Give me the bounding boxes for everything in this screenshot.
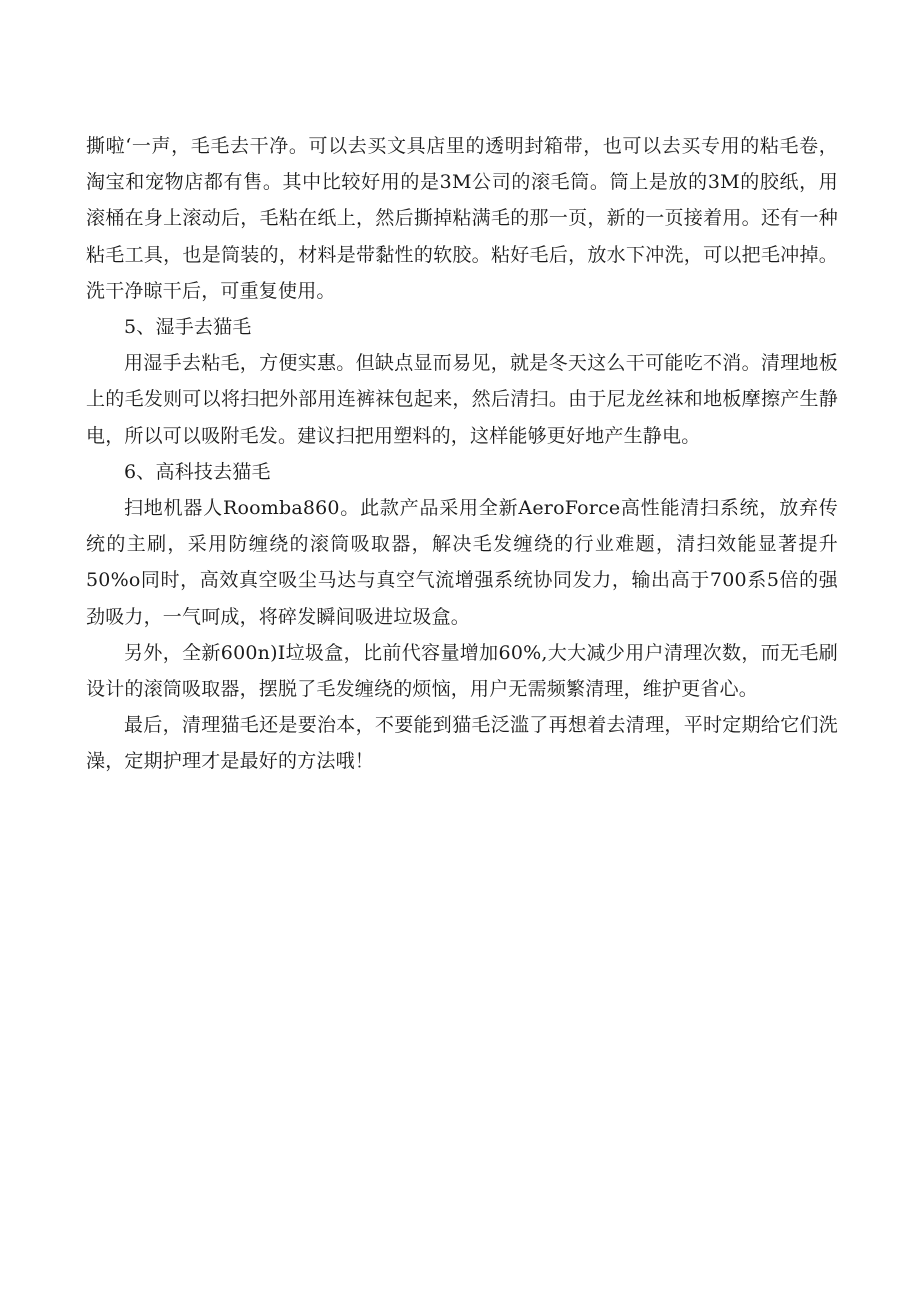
section-heading-wet-hands: 5、湿手去猫毛	[124, 316, 252, 339]
document-body	[86, 128, 838, 780]
paragraph-robot-vacuum: 扫地机器人Roomba860。此款产品采用全新AeroForce高性能清扫系统，放弃传统的主刷，采用防缠绕的滚筒吸取器，解决毛发缠绕的行业难题，清扫效能显著提升50%o同时，高效真空吸尘马达与真空气流增强系统协同发力，输出高于700系5倍的强劲吸力，一气呵成，将碎发瞬间吸进垃圾盒。	[86, 497, 838, 628]
section-heading-high-tech: 6、高科技去猫毛	[124, 460, 271, 483]
paragraph-conclusion: 最后，清理猫毛还是要治本，不要能到猫毛泛滥了再想着去清理，平时定期给它们洗澡，定期护理才是最好的方法哦！	[86, 714, 838, 773]
paragraph-sticky-tape: 撕啦‘一声，毛毛去干净。可以去买文具店里的透明封箱带，也可以去买专用的粘毛卷，淘宝和宠物店都有售。其中比较好用的是3M公司的滚毛筒。筒上是放的3M的胶纸，用滚桶在身上滚动后，毛粘在纸上，然后撕掉粘满毛的那一页，新的一页接着用。还有一种粘毛工具，也是筒装的，材料是带黏性的软胶。粘好毛后，放水下冲洗，可以把毛冲掉。洗干净晾干后，可重复使用。	[86, 135, 838, 302]
paragraph-wet-hands: 用湿手去粘毛，方便实惠。但缺点显而易见，就是冬天这么干可能吃不消。清理地板上的毛发则可以将扫把外部用连裤袜包起来，然后清扫。由于尼龙丝袜和地板摩擦产生静电，所以可以吸附毛发。建议扫把用塑料的，这样能够更好地产生静电。	[86, 352, 838, 447]
paragraph-dust-bin: 另外，全新600n)I垃圾盒，比前代容量增加60%,大大减少用户清理次数，而无毛刷设计的滚筒吸取器，摆脱了毛发缠绕的烦恼，用户无需频繁清理，维护更省心。	[86, 641, 838, 701]
